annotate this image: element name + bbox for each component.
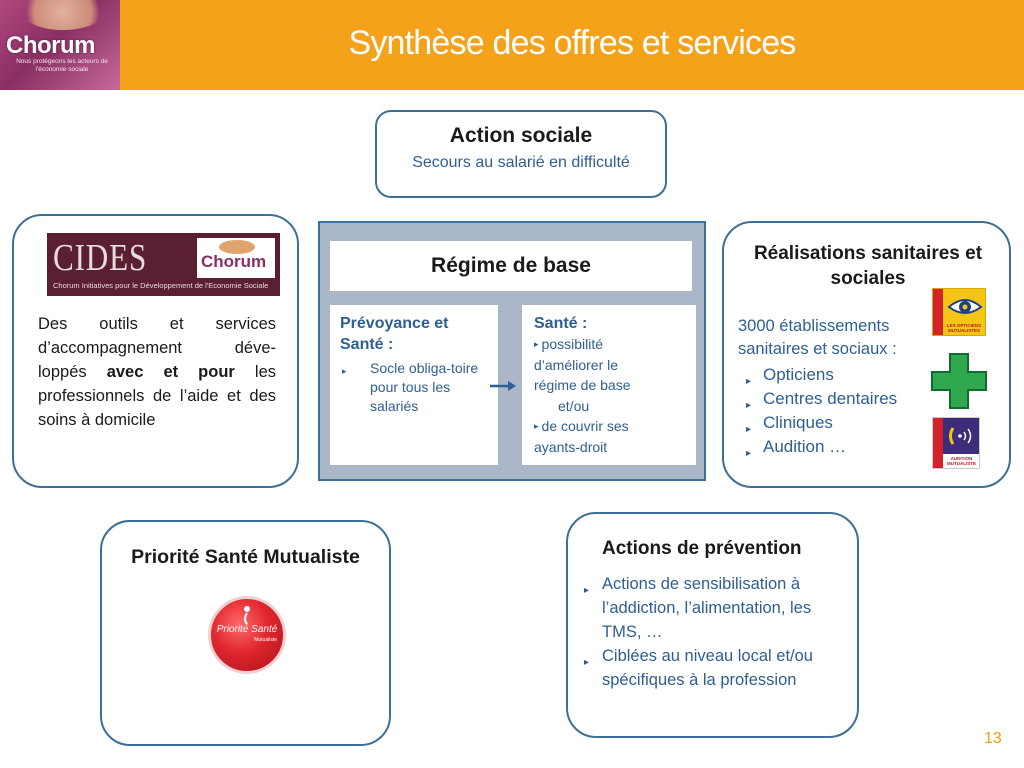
prevoyance-item: [340, 359, 490, 416]
actions-prevention-box: [566, 512, 859, 738]
list-item-text: Opticiens: [763, 365, 834, 384]
priorite-sante-logo: [208, 596, 286, 674]
sante-line-2: d’améliorer le: [534, 356, 619, 373]
opticiens-logo: [932, 288, 986, 336]
bullet-arrow-icon: ▸: [534, 339, 539, 349]
sante-line-4: et/ou: [558, 397, 590, 414]
audition-logo-caption: AUDITION MUTUALISTE: [947, 456, 976, 466]
figure-icon: [239, 605, 255, 625]
list-item-text: Cliniques: [763, 413, 833, 432]
priorite-sante-box: [100, 520, 391, 746]
opticiens-logo-caption: LES OPTICIENS MUTUALISTES: [946, 323, 982, 333]
list-item: [738, 387, 897, 411]
sante-line-1-text: possibilité: [541, 336, 604, 352]
cides-text-1: Des outils et services d’accompagnement déve-loppés: [38, 315, 276, 381]
list-item: [738, 363, 897, 387]
list-item: [582, 572, 854, 644]
action-sociale-box: [375, 110, 667, 198]
ear-icon: [947, 424, 975, 448]
list-item-text: Ciblées au niveau local et/ou spécifiques à la profession: [602, 647, 813, 689]
regime-de-base-box: [318, 221, 706, 481]
realisations-intro: 3000 établissements sanitaires et sociaux :: [738, 317, 897, 358]
regime-title: Régime de base: [330, 241, 692, 291]
cides-text-2: les professionnels de l’aide et des soins à domicile: [38, 363, 276, 429]
action-sociale-title: Action sociale: [449, 124, 593, 147]
slide-title: Synthèse des offres et services: [348, 24, 796, 62]
bullet-arrow-icon: ▸: [534, 421, 539, 431]
bullet-arrow-icon: ▸: [746, 424, 752, 435]
sante-panel: [522, 305, 696, 465]
bullet-arrow-icon: ▸: [746, 448, 752, 459]
list-item-text: Centres dentaires: [763, 389, 898, 408]
list-item-text: Actions de sensibilisation à l’addiction, l’alimentation, les TMS, …: [602, 575, 812, 641]
cides-partner-logo: [197, 238, 275, 278]
logo-red-strip: [933, 289, 943, 335]
cides-box: [12, 214, 299, 488]
list-item-text: Audition …: [763, 437, 847, 456]
sante-line-6: ayants-droit: [534, 438, 608, 455]
cides-partner-text: Chorum: [201, 252, 267, 271]
prevoyance-item-text: Socle obliga-toire pour tous les salariés: [370, 360, 479, 414]
realisations-title: Réalisations sanitaires et sociales: [753, 243, 983, 289]
sante-line-5: [534, 416, 688, 437]
prevoyance-title: Prévoyance et Santé :: [340, 315, 449, 353]
bullet-arrow-icon: ▸: [342, 366, 347, 376]
realisations-box: [722, 221, 1011, 488]
page-number: 13: [984, 730, 1002, 747]
list-item: [738, 435, 897, 459]
chorum-logo: [0, 0, 120, 90]
list-item: [738, 411, 897, 435]
bullet-arrow-icon: ▸: [746, 400, 752, 411]
list-item: [582, 644, 854, 692]
cides-logo-subtitle: Chorum Initiatives pour le Développement de l'Economie Sociale: [53, 281, 269, 290]
chorum-logo-text: Chorum: [6, 32, 95, 59]
prevention-title: Actions de prévention: [602, 538, 802, 559]
prevention-list: [582, 572, 854, 692]
chorum-logo-tagline: Nous protégeons les acteurs de l'économie sociale: [16, 58, 108, 73]
realisations-list: [738, 363, 897, 459]
eye-icon: [947, 295, 983, 319]
priorite-logo-line-2: Mutualiste: [254, 637, 277, 643]
bullet-arrow-icon: ▸: [746, 376, 752, 387]
action-sociale-subtitle: Secours au salarié en difficulté: [412, 154, 630, 171]
sante-line-1: [534, 334, 688, 355]
logo-red-strip: [933, 418, 943, 468]
bullet-arrow-icon: ▸: [584, 585, 590, 596]
cides-logo: [47, 233, 280, 296]
sante-line-5-text: de couvrir ses: [541, 418, 629, 434]
priorite-title: Priorité Santé Mutualiste: [131, 546, 360, 568]
green-cross-icon: [931, 353, 987, 409]
priorite-logo-line-1: Priorité Santé: [216, 624, 278, 635]
arrow-right-icon: [490, 381, 516, 391]
sante-title: Santé :: [534, 315, 588, 332]
hands-graphic: [18, 0, 108, 30]
audition-logo: [932, 417, 980, 469]
prevoyance-panel: [330, 305, 498, 465]
cides-text-bold: avec et pour: [106, 363, 235, 381]
sante-line-3: régime de base: [534, 377, 631, 393]
cides-description: [38, 312, 276, 432]
logo-blue-square: [943, 418, 979, 454]
header-bar: [0, 0, 1024, 90]
bullet-arrow-icon: ▸: [584, 657, 590, 668]
cides-logo-text: CIDES: [53, 237, 148, 279]
